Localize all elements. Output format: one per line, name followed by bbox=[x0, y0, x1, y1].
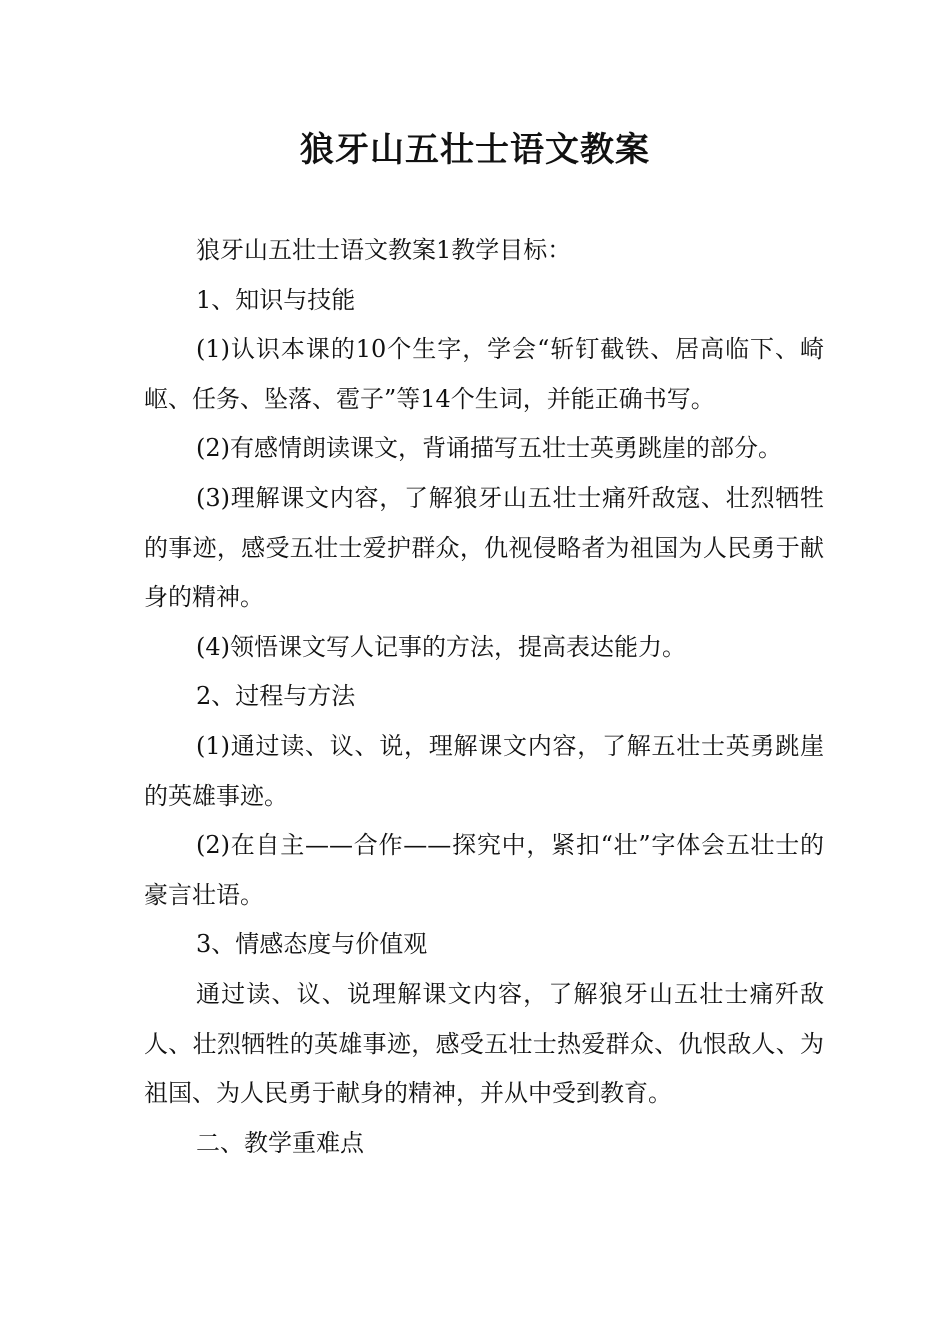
paragraph: (2)在自主——合作——探究中，紧扣“壮”字体会五壮士的豪言壮语。 bbox=[144, 831, 824, 909]
paragraph: 狼牙山五壮士语文教案1教学目标： bbox=[196, 236, 572, 264]
paragraph: (1)认识本课的10个生字，学会“斩钉截铁、居高临下、崎岖、任务、坠落、雹子”等14个生词，并能正确书写。 bbox=[144, 335, 824, 413]
paragraph: 二、教学重难点 bbox=[196, 1128, 364, 1157]
paragraph: 3、情感态度与价值观 bbox=[196, 930, 428, 959]
document-title: 狼牙山五壮士语文教案 bbox=[300, 130, 650, 170]
paragraph: (2)有感情朗读课文，背诵描写五壮士英勇跳崖的部分。 bbox=[196, 434, 782, 463]
paragraph: (3)理解课文内容，了解狼牙山五壮士痛歼敌寇、壮烈牺牲的事迹，感受五壮士爱护群众，仇视侵略者为祖国为人民勇于献身的精神。 bbox=[144, 483, 824, 612]
paragraph: 通过读、议、说理解课文内容，了解狼牙山五壮士痛歼敌人、壮烈牺牲的英雄事迹，感受五壮士热爱群众、仇恨敌人、为祖国、为人民勇于献身的精神，并从中受到教育。 bbox=[144, 979, 824, 1108]
paragraph: 1、知识与技能 bbox=[196, 285, 356, 314]
paragraph: (4)领悟课文写人记事的方法，提高表达能力。 bbox=[196, 632, 686, 661]
paragraph: 2、过程与方法 bbox=[196, 682, 356, 711]
paragraph: (1)通过读、议、说，理解课文内容，了解五壮士英勇跳崖的英雄事迹。 bbox=[144, 731, 824, 810]
document-body bbox=[144, 226, 824, 1168]
